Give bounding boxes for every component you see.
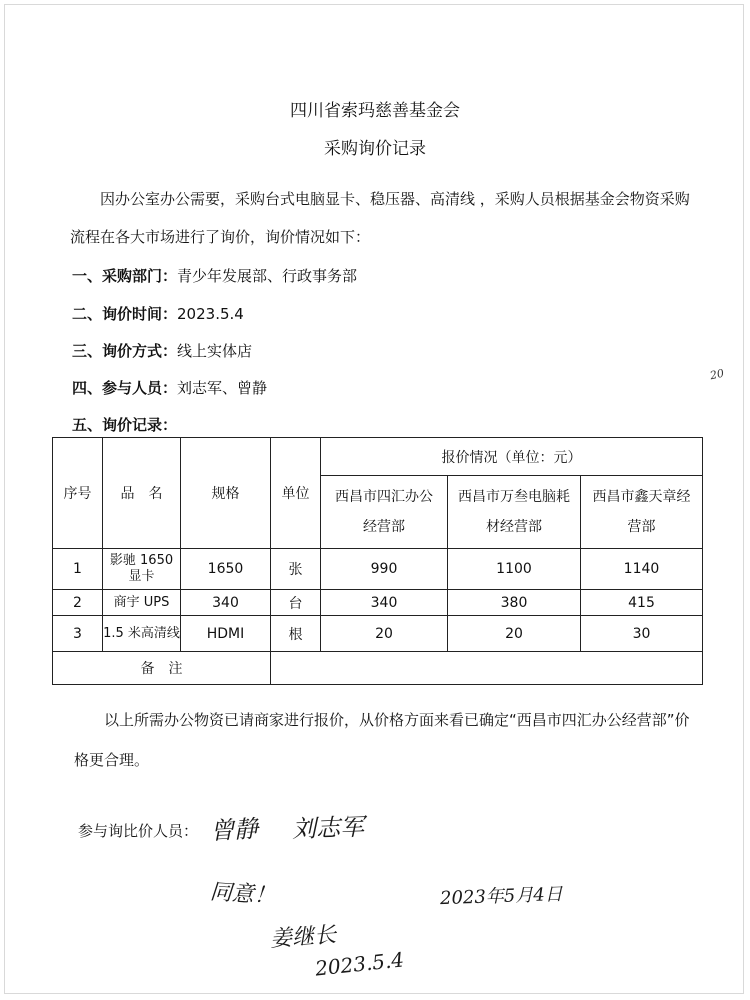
header-no: 序号 <box>53 438 103 549</box>
cell-no: 2 <box>53 590 103 616</box>
approval-date: 2023年5月4日 <box>439 883 564 910</box>
info-value: 刘志军、曾静 <box>177 379 268 397</box>
participants-signature-label: 参与询比价人员： <box>78 822 199 840</box>
remark-value <box>271 652 703 685</box>
header-unit: 单位 <box>271 438 321 549</box>
cell-no: 3 <box>53 616 103 652</box>
table-remark-row <box>53 652 703 685</box>
cell-vendor-1: 340 <box>321 590 448 616</box>
cell-no: 1 <box>53 549 103 590</box>
cell-spec: 340 <box>181 590 271 616</box>
info-date <box>72 303 244 324</box>
cell-vendor-3: 1140 <box>581 549 703 590</box>
cell-name: 影驰 1650 显卡 <box>103 549 181 590</box>
approver-date: 2023.5.4 <box>313 947 406 981</box>
table-row <box>53 616 703 652</box>
document-title: 四川省索玛慈善基金会 <box>290 101 460 121</box>
cell-vendor-2: 380 <box>448 590 581 616</box>
info-label: 一、采购部门： <box>72 267 178 285</box>
intro-paragraph: 因办公室办公需要，采购台式电脑显卡、稳压器、高清线 ，采购人员根据基金会物资采购流程在各大市场进行了询价，询价情况如下： <box>70 190 690 246</box>
signature-zeng-jing: 曾静 <box>209 814 259 846</box>
margin-note: 20 <box>708 366 726 383</box>
header-vendor-3: 西昌市鑫天章经营部 <box>581 476 703 549</box>
cell-vendor-2: 1100 <box>448 549 581 590</box>
cell-name: 商宇 UPS <box>103 590 181 616</box>
table-row <box>53 590 703 616</box>
cell-unit: 根 <box>271 616 321 652</box>
info-records <box>72 414 177 435</box>
info-method <box>72 340 252 361</box>
conclusion-paragraph: 以上所需办公物资已请商家进行报价，从价格方面来看已确定“西昌市四汇办公经营部”价格更合理。 <box>74 711 690 769</box>
cell-spec: 1650 <box>181 549 271 590</box>
header-name: 品 名 <box>103 438 181 549</box>
document-subtitle: 采购询价记录 <box>324 139 426 159</box>
cell-unit: 台 <box>271 590 321 616</box>
cell-vendor-1: 990 <box>321 549 448 590</box>
cell-name: 1.5 米高清线 <box>103 616 181 652</box>
table-row <box>53 549 703 590</box>
header-vendor-1: 西昌市四汇办公经营部 <box>321 476 448 549</box>
header-spec: 规格 <box>181 438 271 549</box>
signature-liu-zhijun: 刘志军 <box>291 812 365 844</box>
info-label: 四、参与人员： <box>72 379 178 397</box>
info-label: 三、询价方式： <box>72 342 178 360</box>
cell-unit: 张 <box>271 549 321 590</box>
info-department <box>72 265 357 286</box>
table-header-row <box>53 438 703 476</box>
info-value: 线上实体店 <box>177 342 253 360</box>
cell-vendor-2: 20 <box>448 616 581 652</box>
info-value: 2023.5.4 <box>177 305 244 323</box>
info-value: 青少年发展部、行政事务部 <box>177 267 358 285</box>
info-label: 五、询价记录： <box>72 416 178 434</box>
approval-note: 同意！ <box>209 879 277 910</box>
approver-signature: 姜继长 <box>269 922 337 953</box>
cell-vendor-1: 20 <box>321 616 448 652</box>
header-vendor-2: 西昌市万叁电脑耗材经营部 <box>448 476 581 549</box>
quote-table <box>52 437 703 685</box>
cell-spec: HDMI <box>181 616 271 652</box>
cell-vendor-3: 415 <box>581 590 703 616</box>
cell-vendor-3: 30 <box>581 616 703 652</box>
remark-label: 备 注 <box>53 652 271 685</box>
info-participants <box>72 377 267 398</box>
info-label: 二、询价时间： <box>72 305 178 323</box>
header-quote-group: 报价情况（单位：元） <box>321 438 703 476</box>
